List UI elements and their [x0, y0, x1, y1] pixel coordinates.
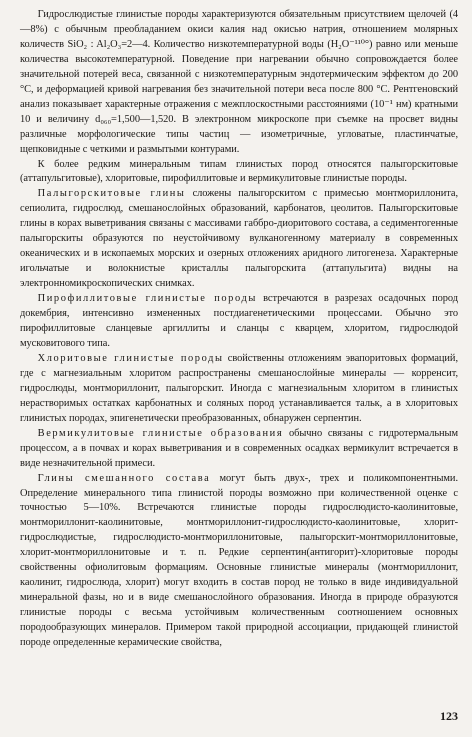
- paragraph-pyrophyllite: [20, 292, 458, 352]
- paragraph-mixed-clays: [20, 472, 458, 651]
- paragraph-vermiculite-heading: Вермикулитовые глинистые образования: [37, 427, 284, 439]
- paragraph-chlorite: [20, 352, 458, 427]
- paragraph-mixed-clays-text: могут быть двух-, трех и поликомпонентными. Определение минерального типа глинистой породы возможно при количественной оценке с точностью 5—10%. Встречаются глинистые породы гидрослюдисто-каолинитовые, монтмориллонит-каолинитовые, монтмориллонит-гидрослюдисто-каолинитовые, хлорит-гидрослюдистые, гидрослюдисто-монтмориллонитовые, палыгорскит-монтмориллонитовые, хлорит-монтмориллонитовые и т. п. Редкие серпентин(антигорит)-хлоритовые породы свойственны офиолитовым формациям. Основные глинистые минералы (монтмориллонит, каолинит, гидрослюда, хлорит) могут входить в состав пород не только в виде индивидуальной минеральной фазы, но и в виде смешанослойного образования. Иногда в природе образуются глинистые породы с весьма устойчивым количественным соотношением основных породообразующих минералов. Примером такой природной ассоциации, придающей глинистой породе определенные керамические свойства,: [20, 472, 458, 649]
- page-number: 123: [440, 709, 458, 723]
- paragraph-rare-types-text: К более редким минеральным типам глинистых пород относятся палыгорскитовые (аттапульгитовые), хлоритовые, пирофиллитовые и вермикулитовые глинистые породы.: [20, 158, 458, 185]
- paragraph-palygorskite-text: сложены палыгорскитом с примесью монтмориллонита, сепиолита, гидрослюд, смешанослойных образований, карбонатов, цеолитов. Палыгорскитовые глины в корах выветривания связаны с массивами габбро-диоритового состава, а седиментогенные палыгорскиты образуются по неустойчивому вулканогенному материалу в современных океанических и в ископаемых морских и озерных отложениях аридного литогенеза. Характерные игольчатые и волокнистые кристаллы палыгорскита (аттапульгита) видны на электронномикроскопических снимках.: [20, 188, 458, 290]
- paragraph-vermiculite: [20, 427, 458, 472]
- paragraph-vermiculite-text: обычно связаны с гидротермальным процессом, а в почвах и корах выветривания и в современных осадках вермикулит встречается в виде незначительной примеси.: [20, 427, 458, 469]
- paragraph-chlorite-text: свойственны отложениям эвапоритовых формаций, где с магнезиальным хлоритом распространены смешанослойные минералы — корренсит, гидрослюды, монтмориллонит, палыгорскит. Иногда с магнезиальным хлоритом в глинистых нерастворимых остатках карбонатных и соляных пород устанавливается тальк, а в хлоритовых глинистых породах, эпигенетически преобразованных, обнаружен серпентин.: [20, 352, 458, 424]
- paragraph-pyrophyllite-text: встречаются в разрезах осадочных пород докембрия, интенсивно измененных постдиагенетическими процессами. Обычно это пирофиллитовые сланцевые аргиллиты и сланцы с кварцем, хлоритом, гидрослюдой мусковитового типа.: [20, 293, 458, 349]
- paragraph-rare-types: [20, 158, 458, 188]
- paragraph-palygorskite: [20, 187, 458, 292]
- paragraph-pyrophyllite-heading: Пирофиллитовые глинистые породы: [37, 293, 257, 305]
- paragraph-hydromica-text: Гидрослюдистые глинистые породы характеризуются обязательным присутствием щелочей (4—8%) с обычным преобладанием окиси калия над окисью натрия, отношением молярных количеств SiO₂ : Al₂O₃=2—4. Количество низкотемпературной воды (H₂O⁻¹¹⁰°) равно или меньше количества высокотемпературной. Поведение при нагревании обычно сопровождается более значительной потерей веса, связанной с низкотемпературным эндотермическим эффектом до 200 °C, и деформацией кривой нагревания без значительной потери веса после 800 °C. Рентгеновский анализ показывает характерные отражения с межплоскостными расстояниями (10⁻¹ нм) кратными 10 и величину d₀₆₀=1,500—1,520. В электронном микроскопе при съемке на просвет видны различные морфологические типы частиц — изометричные, угловатые, пластинчатые, щепковидные с четкими и размытыми контурами.: [20, 9, 458, 155]
- paragraph-hydromica: [20, 8, 458, 158]
- paragraph-chlorite-heading: Хлоритовые глинистые породы: [37, 352, 224, 364]
- paragraph-mixed-clays-heading: Глины смешанного состава: [37, 472, 211, 484]
- paragraph-palygorskite-heading: Палыгорскитовые глины: [37, 188, 186, 200]
